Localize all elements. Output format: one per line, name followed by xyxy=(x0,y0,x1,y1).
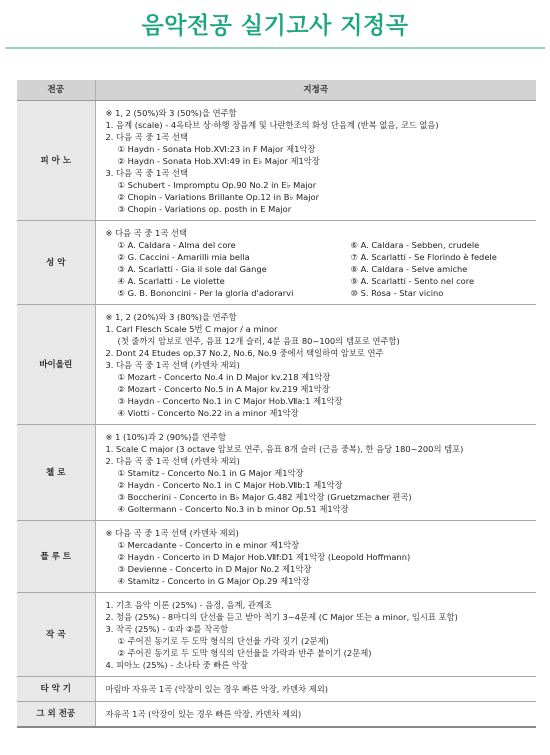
composition-line-4: 4. 피아노 (25%) - 소나타 중 빠른 악장 xyxy=(105,660,248,670)
content-voice xyxy=(95,221,536,305)
label-piano: 피 아 노 xyxy=(17,101,95,221)
voice-item: ⑧ A. Caldara - Selve amiche xyxy=(350,264,468,274)
page-title: 음악전공 실기고사 지정곡 xyxy=(141,13,409,39)
voice-item: ⑥ A. Caldara - Sebben, crudele xyxy=(350,240,480,250)
label-flute: 플 루 트 xyxy=(17,521,95,593)
piano-line-1: 1. 음계 (scale) - 4옥타브 상·하행 장음계 및 나란한조의 화성 단음계 (반복 없음, 코드 없음) xyxy=(105,120,439,130)
piano-line-3a: ① Schubert - Impromptu Op.90 No.2 in E♭ Major xyxy=(117,180,317,190)
violin-note: ※ 1, 2 (20%)와 3 (80%)을 연주함 xyxy=(105,312,237,322)
label-others: 그 외 전공 xyxy=(17,702,95,728)
row-percussion xyxy=(17,677,536,702)
row-voice xyxy=(17,221,536,305)
label-composition: 작 곡 xyxy=(17,593,95,677)
composition-line-3a: ① 주어진 동기로 두 도막 형식의 단선율 가락 짓기 (2문제) xyxy=(117,636,329,646)
voice-item: ④ A. Scarlatti - Le violette xyxy=(117,276,225,286)
voice-item: ③ A. Scarlatti - Gia il sole dal Gange xyxy=(117,264,267,274)
violin-line-1: 1. Carl Flesch Scale 5번 C major / a minor xyxy=(105,324,278,334)
composition-line-1: 1. 기초 음악 이론 (25%) - 음정, 음계, 관계조 xyxy=(105,600,272,610)
content-others xyxy=(95,702,536,728)
voice-list-left xyxy=(106,239,351,299)
title-underline xyxy=(5,47,545,49)
repertoire-table xyxy=(17,80,536,728)
label-voice: 성 악 xyxy=(17,221,95,305)
piano-note: ※ 1, 2 (50%)와 3 (50%)을 연주함 xyxy=(105,108,237,118)
piano-line-3b: ② Chopin - Variations Brillante Op.12 in B♭ Major xyxy=(117,192,320,202)
content-composition xyxy=(95,593,536,677)
row-others xyxy=(17,702,536,728)
piano-line-2: 2. 다음 곡 중 1곡 선택 xyxy=(105,132,188,142)
row-piano xyxy=(17,101,536,221)
violin-line-3a: ① Mozart - Concerto No.4 in D Major kv.218 제1악장 xyxy=(117,372,331,382)
flute-line-a: ① Mercadante - Concerto in e minor 제1악장 xyxy=(117,540,300,550)
composition-line-2: 2. 청음 (25%) - 8마디의 단선율 듣고 받아 적기 3~4문제 (C Major 또는 a minor, 임시표 포함) xyxy=(105,612,458,622)
content-violin xyxy=(95,305,536,425)
row-flute xyxy=(17,521,536,593)
table-header-row xyxy=(17,80,536,101)
cello-line-1: 1. Scale C major (3 octave 암보로 연주, 음표 8개 슬러 (근음 중복), 한 음당 180~200의 템포) xyxy=(105,444,464,454)
cello-line-2d: ④ Goltermann - Concerto No.3 in b minor Op.51 제1악장 xyxy=(117,504,349,514)
voice-item: ⑩ S. Rosa - Star vicino xyxy=(350,288,444,298)
composition-line-3b: ② 주어진 동기로 두 도막 형식의 단선율을 가락과 반주 붙이기 (2문제) xyxy=(117,648,372,658)
piano-line-2a: ① Haydn - Sonata Hob.ⅩⅥ:23 in F Major 제1악장 xyxy=(117,144,316,154)
content-cello xyxy=(95,425,536,521)
label-percussion: 타 악 기 xyxy=(17,677,95,702)
cello-line-2: 2. 다음 곡 중 1곡 선택 (카덴차 제외) xyxy=(105,456,240,466)
voice-item: ② G. Caccini - Amarilli mia bella xyxy=(117,252,250,262)
violin-line-3: 3. 다음 곡 중 1곡 선택 (카덴차 제외) xyxy=(105,360,240,370)
violin-line-1b: (첫 줄까지 암보로 연주, 음표 12개 슬러, 4분 음표 80~100의 템포로 연주함) xyxy=(117,336,400,346)
title-area xyxy=(0,0,550,52)
row-cello xyxy=(17,425,536,521)
content-piano xyxy=(95,101,536,221)
composition-line-3: 3. 작곡 (25%) - ①과 ②를 작곡함 xyxy=(105,624,229,634)
flute-line-c: ③ Devienne - Concerto in D Major No.2 제1악장 xyxy=(117,564,312,574)
voice-note: ※ 다음 곡 중 1곡 선택 xyxy=(105,228,188,238)
header-major: 전공 xyxy=(17,80,95,101)
cello-line-2c: ③ Boccherini - Concerto in B♭ Major G.482 제1악장 (Gruetzmacher 편곡) xyxy=(117,492,412,502)
flute-line-b: ② Haydn - Concerto in D Major Hob.Ⅶf:D1 제1악장 (Leopold Hoffmann) xyxy=(117,552,411,562)
row-composition xyxy=(17,593,536,677)
percussion-text: 마림바 자유곡 1곡 (악장이 있는 경우 빠른 악장, 카덴차 제외) xyxy=(105,684,328,694)
piano-line-2b: ② Haydn - Sonata Hob.ⅩⅥ:49 in E♭ Major 제1악장 xyxy=(117,156,320,166)
violin-line-3d: ④ Viotti - Concerto No.22 in a minor 제1악장 xyxy=(117,408,299,418)
cello-line-2b: ② Haydn - Concerto No.1 in C Major Hob.Ⅶb:1 제1악장 xyxy=(117,480,343,490)
voice-item: ① A. Caldara - Alma del core xyxy=(117,240,236,250)
voice-item: ⑦ A. Scarlatti - Se Florindo è fedele xyxy=(350,252,497,262)
voice-item: ⑤ G. B. Bononcini - Per la gloria d'adorarvi xyxy=(117,288,294,298)
cello-line-2a: ① Stamitz - Concerto No.1 in G Major 제1악장 xyxy=(117,468,304,478)
violin-line-3c: ③ Haydn - Concerto No.1 in C Major Hob.Ⅶa:1 제1악장 xyxy=(117,396,343,406)
flute-note: ※ 다음 곡 중 1곡 선택 (카덴차 제외) xyxy=(105,528,239,538)
content-percussion xyxy=(95,677,536,702)
cello-note: ※ 1 (10%)과 2 (90%)를 연주함 xyxy=(105,432,227,442)
voice-list xyxy=(106,239,537,299)
piano-line-3c: ③ Chopin - Variations op. posth in E Major xyxy=(117,204,292,214)
header-repertoire: 지정곡 xyxy=(95,80,536,101)
flute-line-d: ④ Stamitz - Concerto in G Major Op.29 제1악장 xyxy=(117,576,310,586)
voice-item: ⑨ A. Scarlatti - Sento nel core xyxy=(350,276,475,286)
row-violin xyxy=(17,305,536,425)
violin-line-3b: ② Mozart - Concerto No.5 in A Major kv.219 제1악장 xyxy=(117,384,330,394)
label-violin: 바이올린 xyxy=(17,305,95,425)
violin-line-2: 2. Dont 24 Etudes op.37 No.2, No.6, No.9 중에서 택일하여 암보로 연주 xyxy=(105,348,384,358)
piano-line-3: 3. 다음 곡 중 1곡 선택 xyxy=(105,168,188,178)
content-flute xyxy=(95,521,536,593)
others-text: 자유곡 1곡 (악장이 있는 경우 빠른 악장, 카덴차 제외) xyxy=(105,709,302,719)
voice-list-right xyxy=(351,239,537,299)
label-cello: 첼 로 xyxy=(17,425,95,521)
